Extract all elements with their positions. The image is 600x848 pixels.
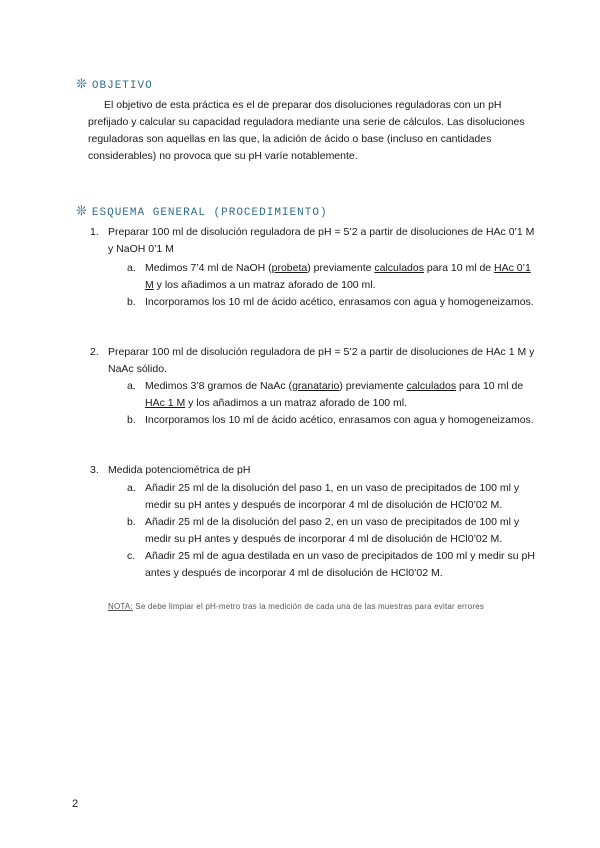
step-number: 2. xyxy=(90,346,99,358)
procedure-note xyxy=(108,598,484,615)
sub-letter: b. xyxy=(127,414,136,426)
step-text: Preparar 100 ml de disolución reguladora de pH = 5’2 a partir de disoluciones de HAc 1 M y NaAc sólido. xyxy=(108,346,535,375)
sub-letter: b. xyxy=(127,516,136,528)
section-heading-objetivo xyxy=(76,76,153,95)
section-title: OBJETIVO xyxy=(91,80,153,92)
sub-letter: b. xyxy=(127,296,136,308)
sub-letter: c. xyxy=(127,550,136,562)
objetivo-text: El objetivo de esta práctica es el de preparar dos disoluciones reguladoras con un pH prefijado y calcular su capacidad reguladora mediante una serie de cálculos. Las disoluciones reguladoras son aquellas en las que, la adición de ácido o base (incluso en cantidades considerables) no provoca que su pH varíe notablemente. xyxy=(88,99,525,162)
sub-letter: a. xyxy=(127,482,136,494)
sub-text: Medimos 3’8 gramos de NaAc (granatario) previamente calculados para 10 ml de HAc 1 M y los añadimos a un matraz aforado de 100 ml. xyxy=(145,380,524,409)
step-number: 3. xyxy=(90,464,99,476)
section-heading-esquema xyxy=(76,203,328,222)
sub-text: Añadir 25 ml de agua destilada en un vaso de precipitados de 100 ml y medir su pH antes y después de incorporar 4 ml de disolución de HCl0’02 M. xyxy=(145,550,535,579)
page-number: 2 xyxy=(72,798,79,810)
sub-text: Medimos 7’4 ml de NaOH (probeta) previamente calculados para 10 ml de HAc 0’1 M y los añadimos a un matraz aforado de 100 ml. xyxy=(145,262,531,291)
objetivo-paragraph xyxy=(88,97,543,165)
step-text: Preparar 100 ml de disolución reguladora de pH = 5’2 a partir de disoluciones de HAc 0’1 M y NaOH 0’1 M xyxy=(108,226,535,255)
sub-text: Incorporamos los 10 ml de ácido acético, enrasamos con agua y homogeneizamos. xyxy=(145,414,534,426)
note-text: Se debe limpiar el pH-metro tras la medición de cada una de las muestras para evitar errores xyxy=(132,602,485,611)
sub-text: Añadir 25 ml de la disolución del paso 2, en un vaso de precipitados de 100 ml y medir su pH antes y después de incorporar 4 ml de disolución de HCl0’02 M. xyxy=(145,516,520,545)
flower-bullet-icon: ❊ xyxy=(76,77,88,92)
sub-letter: a. xyxy=(127,380,136,392)
section-title: ESQUEMA GENERAL (PROCEDIMIENTO) xyxy=(91,207,328,219)
sub-text: Incorporamos los 10 ml de ácido acético, enrasamos con agua y homogeneizamos. xyxy=(145,296,534,308)
flower-bullet-icon: ❊ xyxy=(76,204,88,219)
sub-letter: a. xyxy=(127,262,136,274)
note-label: NOTA: xyxy=(108,602,133,611)
step-text: Medida potenciométrica de pH xyxy=(108,464,251,476)
step-number: 1. xyxy=(90,226,99,238)
sub-text: Añadir 25 ml de la disolución del paso 1, en un vaso de precipitados de 100 ml y medir su pH antes y después de incorporar 4 ml de disolución de HCl0’02 M. xyxy=(145,482,520,511)
